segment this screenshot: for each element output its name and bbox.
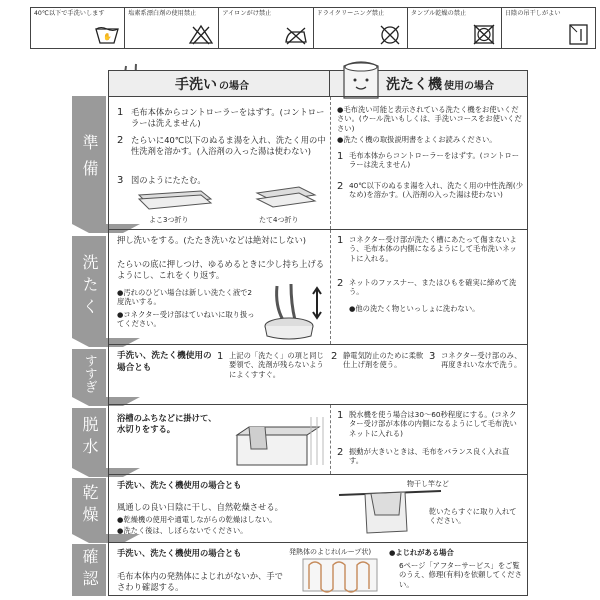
care-label-no-iron: アイロンがけ禁止 xyxy=(219,8,313,48)
heating-element-loop-illustration xyxy=(301,557,379,593)
row-rinse: 手洗い、洗たく機使用の場合とも 1 上記の「洗たく」の項と同じ要領で、洗剤が残らないようによくすすぐ。 2 静電気防止のために柔軟仕上げ剤を使う。 3 コネクター受け部のみ、再度きれいな水で洗う。 xyxy=(109,345,527,405)
care-label-shade-dry: 日陰の吊干しがよい xyxy=(502,8,595,48)
row-prep xyxy=(109,97,527,230)
header-hand-wash: 手洗い の場合 xyxy=(108,70,330,96)
press-wash-illustration xyxy=(259,276,325,342)
step-check: 確認 xyxy=(72,544,106,596)
care-label-no-dry-clean: ドライクリーニング禁止 xyxy=(314,8,408,48)
row-spin xyxy=(109,405,527,475)
fold-horizontal-illustration xyxy=(135,187,215,213)
wash-hand: 押し洗いをする。(たたき洗いなどは絶対にしない) たらいの底に押しつけ、ゆるめるときに少し持ち上げるようにし、これをくり返す。 ●汚れのひどい場合は新しい洗たく液で2度洗いする。 ●コネクター受け部はていねいに取り扱ってください。 xyxy=(109,230,331,344)
header-machine-wash: 洗たく機 使用の場合 xyxy=(330,70,528,96)
step-wash: 洗たく xyxy=(72,236,106,338)
hand-wash-tub-icon xyxy=(94,23,120,45)
step-dry: 乾燥 xyxy=(72,478,106,534)
prep-hand: 1 毛布本体からコントローラーをはずす。(コントローラーは洗えません) 2 たらいに40℃以下のぬるま湯を入れ、洗たく用の中性洗剤を溶かす。(入浴剤の入った湯は使わない) 3 図のようにたたむ。 よこ3つ折り たて4つ折り xyxy=(109,97,331,229)
shade-line-dry-icon xyxy=(565,23,591,45)
wash-machine: 1 コネクター受け部が洗たく槽にあたって傷まないよう、毛布本体の内側になるようにして毛布洗いネットに入れる。 2 ネットのファスナー、またはひもを確実に締めて洗う。 ●他の洗たく物といっしょに洗わない。 xyxy=(337,235,517,313)
row-dry: 手洗い、洗たく機使用の場合とも 風通しの良い日陰に干し、自然乾燥させる。 ●乾燥機の使用や通電しながらの乾燥はしない。 ●洗たく後は、しぼらないでください。 物干し竿など 乾いたらすぐに取り入れてください。 xyxy=(109,475,527,543)
no-bleach-icon xyxy=(188,23,214,45)
fold-vertical-illustration xyxy=(251,183,321,213)
svg-text:✋: ✋ xyxy=(103,33,112,41)
row-wash xyxy=(109,230,527,345)
prep-machine: ●毛布洗い可能と表示されている洗たく機をお使いください。(ウール洗いもしくは、手洗いコースをお使いください) ●洗たく機の取扱説明書をよくお読みください。 1 毛布本体からコントローラーをはずす。(コントローラーは洗えません) 2 40℃以下のぬるま湯を入れ、洗たく用の中性洗剤(少なめ)を溶かす。(入浴剤の入った湯は使わない) xyxy=(337,105,523,200)
instruction-table xyxy=(108,96,528,596)
care-label-no-tumble-dry: タンブル乾燥の禁止 xyxy=(408,8,502,48)
no-dry-clean-icon xyxy=(377,23,403,45)
bathtub-illustration xyxy=(227,413,327,471)
step-prep: 準備 xyxy=(72,96,106,224)
step-rinse: すすぎ xyxy=(72,349,106,397)
care-label-hand-wash: 40℃以下で手洗いします ✋ xyxy=(31,8,125,48)
spin-machine: 1 脱水機を使う場合は30〜60秒程度にする。(コネクター受け部が本体の内側になるようにして毛布洗いネットに入れる) 2 振動が大きいときは、毛布をバランス良く入れ直す。 xyxy=(337,410,517,466)
row-check: 手洗い、洗たく機使用の場合とも 毛布本体内の発熱体によじれがないか、手でさわり確認する。 発熱体のよじれ(ループ状) ●よじれがある場合 6ページ「アフターサービス」をご覧のうえ、修理(有料)を依頼してください。 xyxy=(117,548,522,593)
step-spin: 脱水 xyxy=(72,408,106,468)
care-label-row xyxy=(30,7,596,49)
no-iron-icon xyxy=(283,23,309,45)
spin-hand: 浴槽のふちなどに掛けて、水切りをする。 xyxy=(109,405,331,474)
no-tumble-dry-icon xyxy=(471,23,497,45)
care-label-no-bleach: 塩素系漂白剤の使用禁止 xyxy=(125,8,219,48)
